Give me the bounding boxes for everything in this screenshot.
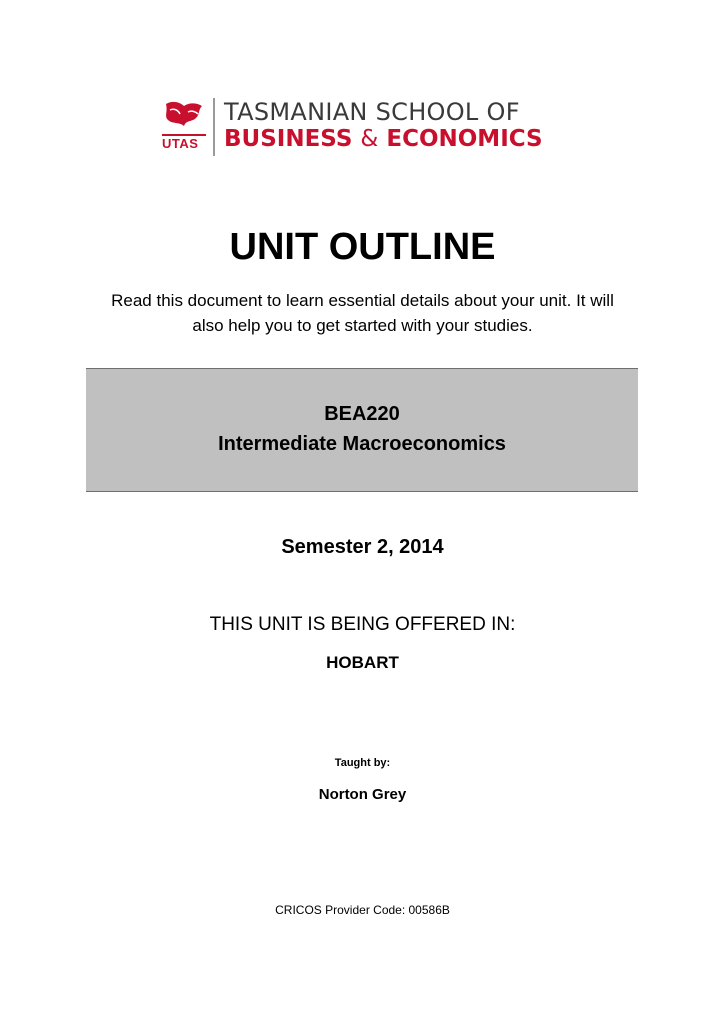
- logo-ampersand: &: [360, 126, 379, 152]
- unit-info-box: [86, 368, 638, 492]
- offered-in-label: THIS UNIT IS BEING OFFERED IN:: [209, 614, 516, 635]
- logo-business: BUSINESS: [224, 126, 353, 152]
- intro-text: [0, 288, 725, 338]
- school-logo: [162, 98, 562, 158]
- utas-wordmark: UTAS: [162, 136, 199, 151]
- campus-location: HOBART: [326, 653, 399, 672]
- intro-line-2: also help you to get started with your studies.: [192, 316, 533, 335]
- logo-school-name: TASMANIAN SCHOOL OF: [224, 98, 520, 126]
- semester-label: Semester 2, 2014: [281, 536, 444, 558]
- unit-code: BEA220: [324, 403, 400, 425]
- teacher-name: Norton Grey: [318, 786, 407, 803]
- document-title: UNIT OUTLINE: [229, 226, 496, 268]
- logo-faculty-name: [224, 126, 543, 152]
- logo-economics: ECONOMICS: [386, 126, 543, 152]
- taught-by-label: Taught by:: [334, 757, 391, 769]
- intro-line-1: Read this document to learn essential details about your unit. It will: [111, 291, 614, 310]
- logo-divider: [213, 98, 215, 156]
- unit-name: Intermediate Macroeconomics: [218, 433, 506, 455]
- cricos-code: CRICOS Provider Code: 00586B: [275, 903, 450, 917]
